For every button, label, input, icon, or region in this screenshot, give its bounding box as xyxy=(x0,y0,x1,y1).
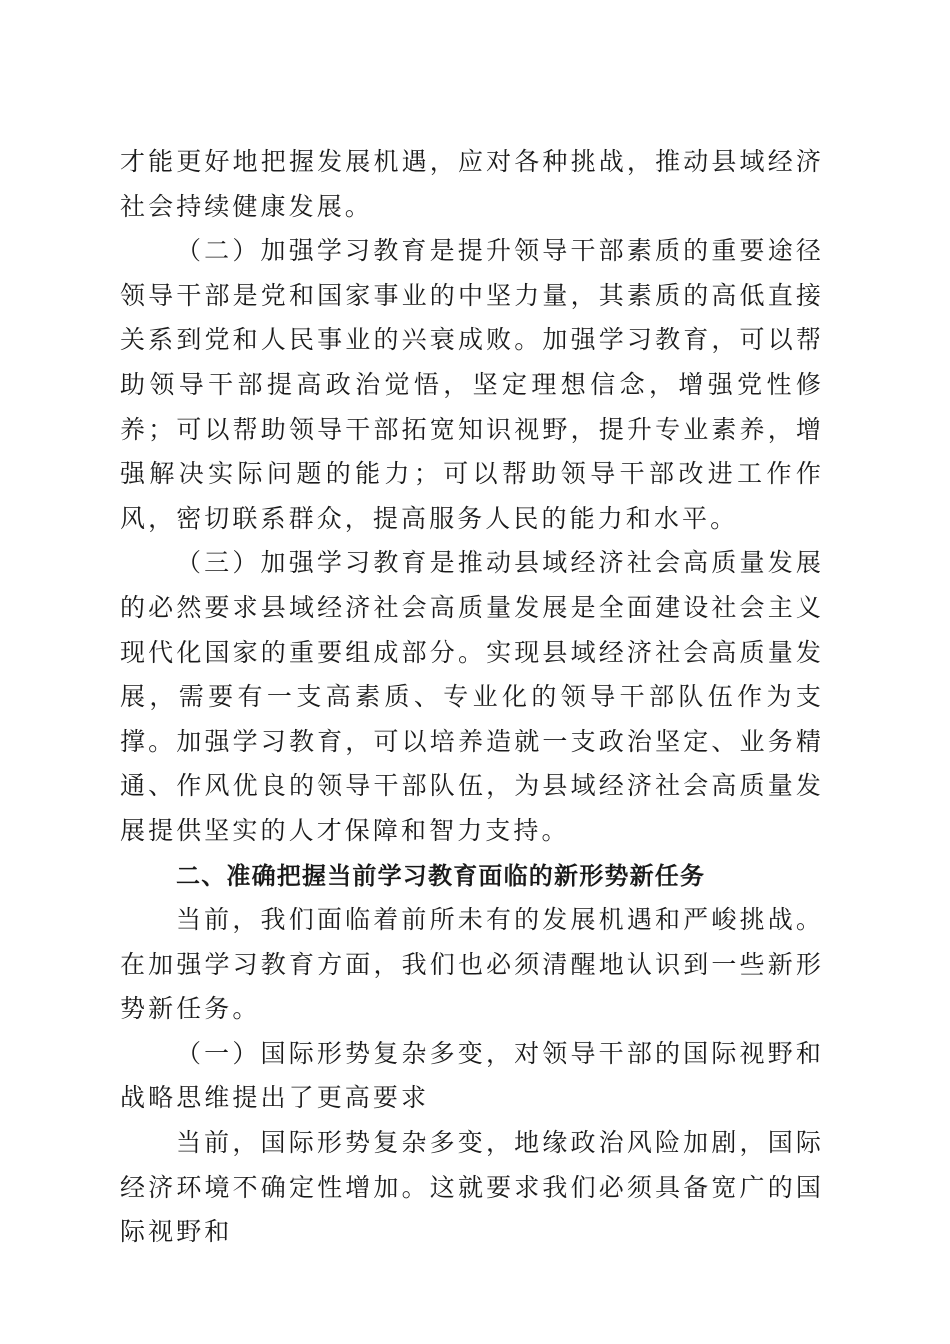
paragraph-subsection-1-title: （一）国际形势复杂多变，对领导干部的国际视野和战略思维提出了更高要求 xyxy=(120,1038,824,1113)
paragraph-body: 当前，国际形势复杂多变，地缘政治风险加剧，国际经济环境不确定性增加。这就要求我们必须具备宽广的国际视野和 xyxy=(120,1128,824,1247)
paragraph-subsection-3: （三）加强学习教育是推动县域经济社会高质量发展的必然要求县域经济社会高质量发展是全面建设社会主义现代化国家的重要组成部分。实现县域经济社会高质量发展，需要有一支高素质、专业化的领导干部队伍作为支撑。加强学习教育，可以培养造就一支政治坚定、业务精通、作风优良的领导干部队伍，为县域经济社会高质量发展提供坚实的人才保障和智力支持。 xyxy=(120,548,824,845)
document-body xyxy=(120,140,824,1255)
paragraph-intro: 当前，我们面临着前所未有的发展机遇和严峻挑战。在加强学习教育方面，我们也必须清醒地认识到一些新形势新任务。 xyxy=(120,905,824,1024)
section-heading-2: 二、准确把握当前学习教育面临的新形势新任务 xyxy=(176,861,706,890)
paragraph-subsection-2: （二）加强学习教育是提升领导干部素质的重要途径领导干部是党和国家事业的中坚力量，其素质的高低直接关系到党和人民事业的兴衰成败。加强学习教育，可以帮助领导干部提高政治觉悟，坚定理想信念，增强党性修养；可以帮助领导干部拓宽知识视野，提升专业素养，增强解决实际问题的能力；可以帮助领导干部改进工作作风，密切联系群众，提高服务人民的能力和水平。 xyxy=(120,236,824,533)
paragraph-continuation: 才能更好地把握发展机遇，应对各种挑战，推动县域经济社会持续健康发展。 xyxy=(120,147,824,221)
